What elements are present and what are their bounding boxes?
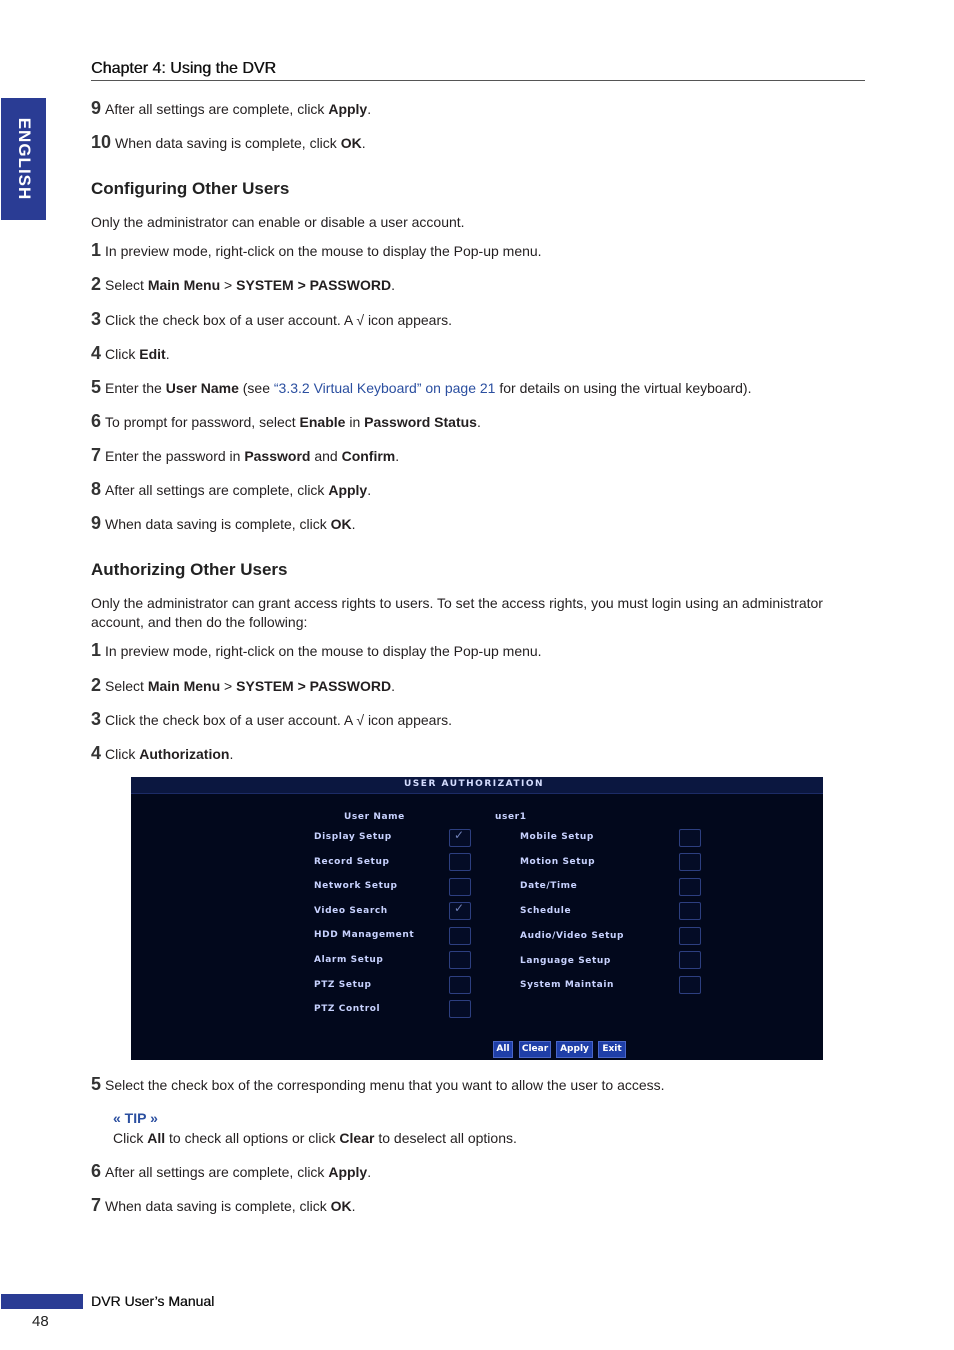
s1-step-1 <box>91 241 542 260</box>
step-9-top <box>91 99 371 118</box>
tip-bold: All <box>147 1130 166 1146</box>
step-bold: Password <box>244 448 311 464</box>
step-number: 7 <box>91 445 102 465</box>
step-text: . <box>367 1164 372 1180</box>
tip-text-part: to deselect all options. <box>374 1130 517 1146</box>
s1-step-7 <box>91 446 399 465</box>
tip-text <box>113 1130 517 1146</box>
step-text: Select the check box of the corresponding menu that you want to allow the user to access. <box>105 1077 665 1093</box>
s1-step-8 <box>91 480 371 499</box>
exit-button[interactable]: Exit <box>598 1041 626 1058</box>
step-10-top <box>91 133 366 152</box>
section2-intro: Only the administrator can grant access rights to users. To set the access rights, you must login using an administrator account, and then do the following: <box>91 595 823 630</box>
step-text: for details on using the virtual keyboard). <box>495 380 752 396</box>
s1-step-4 <box>91 344 170 363</box>
step-text: > <box>220 678 237 694</box>
step-number: 5 <box>91 377 102 397</box>
perm-label-mobile-setup: Mobile Setup <box>520 832 594 842</box>
user-authorization-screenshot <box>131 777 823 1060</box>
step-number: 1 <box>91 240 102 260</box>
step-number: 8 <box>91 479 102 499</box>
step-bold: SYSTEM > PASSWORD <box>236 678 392 694</box>
step-bold: OK <box>340 135 362 151</box>
step-bold: Main Menu <box>147 678 221 694</box>
step-number: 6 <box>91 411 102 431</box>
perm-label-display-setup: Display Setup <box>314 832 392 842</box>
tip-text-part: Click <box>113 1130 148 1146</box>
tip-bold: Clear <box>339 1130 375 1146</box>
step-number: 6 <box>91 1161 102 1181</box>
step-text: After all settings are complete, click <box>105 101 329 117</box>
perm-label-ptz-setup: PTZ Setup <box>314 980 372 990</box>
step-text: in <box>345 414 365 430</box>
step-number: 3 <box>91 309 102 329</box>
step-text: Select <box>105 678 148 694</box>
virtual-keyboard-link[interactable]: “3.3.2 Virtual Keyboard” on page 21 <box>273 380 496 396</box>
perm-label-record-setup: Record Setup <box>314 857 390 867</box>
perm-label-hdd-management: HDD Management <box>314 930 415 940</box>
step-text: When data saving is complete, click <box>115 135 341 151</box>
checkbox-language-setup[interactable] <box>679 951 701 969</box>
checkbox-alarm-setup[interactable] <box>449 951 471 969</box>
step-number: 5 <box>91 1074 102 1094</box>
tip-text-part: to check all options or click <box>165 1130 340 1146</box>
step-bold: Apply <box>328 101 368 117</box>
step-bold: Apply <box>328 1164 368 1180</box>
step-number: 4 <box>91 343 102 363</box>
checkbox-schedule[interactable] <box>679 902 701 920</box>
step-number: 9 <box>91 98 102 118</box>
s2-step-2 <box>91 676 395 695</box>
section-heading-configuring: Configuring Other Users <box>91 179 290 198</box>
checkbox-motion-setup[interactable] <box>679 853 701 871</box>
perm-label-network-setup: Network Setup <box>314 881 398 891</box>
language-tab <box>1 98 46 220</box>
checkbox-hdd-management[interactable] <box>449 927 471 945</box>
step-text: In preview mode, right-click on the mouse to display the Pop-up menu. <box>105 643 542 659</box>
s2-step-1 <box>91 641 542 660</box>
checkbox-network-setup[interactable] <box>449 878 471 896</box>
step-text: Click the check box of a user account. A √ icon appears. <box>105 712 453 728</box>
user-name-label: User Name <box>344 812 405 822</box>
step-text: . <box>351 516 356 532</box>
perm-label-alarm-setup: Alarm Setup <box>314 955 384 965</box>
step-text: (see <box>238 380 274 396</box>
perm-label-ptz-control: PTZ Control <box>314 1004 381 1014</box>
perm-label-system-maintain: System Maintain <box>520 980 615 990</box>
s1-step-3 <box>91 310 452 329</box>
check-mark-icon: ✓ <box>454 901 465 915</box>
step-text: > <box>220 277 237 293</box>
step-text: . <box>367 101 372 117</box>
step-text: . <box>476 414 481 430</box>
screen-title: USER AUTHORIZATION <box>404 779 545 789</box>
checkbox-display-setup[interactable] <box>449 829 471 847</box>
perm-label-date-time: Date/Time <box>520 881 578 891</box>
step-bold: Password Status <box>364 414 477 430</box>
chapter-header: Chapter 4: Using the DVR <box>91 60 865 81</box>
step-bold: Apply <box>328 482 368 498</box>
apply-button[interactable]: Apply <box>556 1041 593 1058</box>
footer-manual-title: DVR User’s Manual <box>91 1293 215 1309</box>
step-text: Select <box>105 277 148 293</box>
step-text: After all settings are complete, click <box>105 482 329 498</box>
perm-label-motion-setup: Motion Setup <box>520 857 596 867</box>
s1-step-5 <box>91 378 751 397</box>
clear-button[interactable]: Clear <box>519 1041 551 1058</box>
step-text: Enter the password in <box>105 448 245 464</box>
step-number: 9 <box>91 513 102 533</box>
language-tab-label: ENGLISH <box>14 117 34 201</box>
step-number: 2 <box>91 675 102 695</box>
s1-step-9 <box>91 514 356 533</box>
screen-title-bar <box>131 777 823 794</box>
step-number: 4 <box>91 743 102 763</box>
step-text: Click the check box of a user account. A √ icon appears. <box>105 312 453 328</box>
step-text: Enter the <box>105 380 166 396</box>
step-text: When data saving is complete, click <box>105 1198 331 1214</box>
step-text: . <box>391 678 395 694</box>
step-text: After all settings are complete, click <box>105 1164 329 1180</box>
step-text: . <box>165 346 170 362</box>
step-bold: SYSTEM > PASSWORD <box>236 277 392 293</box>
step-number: 3 <box>91 709 102 729</box>
checkbox-ptz-setup[interactable] <box>449 976 471 994</box>
checkbox-video-search[interactable] <box>449 902 471 920</box>
perm-label-language-setup: Language Setup <box>520 956 611 966</box>
s1-step-6 <box>91 412 481 431</box>
page-number: 48 <box>32 1313 49 1330</box>
s2-step-6 <box>91 1162 371 1181</box>
s1-step-2 <box>91 275 395 294</box>
perm-label-audio-video-setup: Audio/Video Setup <box>520 931 625 941</box>
step-text: When data saving is complete, click <box>105 516 331 532</box>
s2-step-5 <box>91 1075 665 1094</box>
step-text: . <box>351 1198 356 1214</box>
perm-label-schedule: Schedule <box>520 906 572 916</box>
checkbox-date-time[interactable] <box>679 878 701 896</box>
step-text: In preview mode, right-click on the mouse to display the Pop-up menu. <box>105 243 542 259</box>
step-text: To prompt for password, select <box>105 414 300 430</box>
checkbox-mobile-setup[interactable] <box>679 829 701 847</box>
step-bold: Edit <box>139 346 166 362</box>
step-bold: Authorization <box>139 746 230 762</box>
section-heading-authorizing: Authorizing Other Users <box>91 560 288 579</box>
step-text: . <box>229 746 234 762</box>
user-name-value[interactable]: user1 <box>495 812 527 822</box>
s2-step-4 <box>91 744 233 763</box>
step-number: 2 <box>91 274 102 294</box>
step-text: . <box>361 135 366 151</box>
step-bold: Confirm <box>341 448 396 464</box>
perm-label-video-search: Video Search <box>314 906 388 916</box>
all-button[interactable]: All <box>493 1041 513 1058</box>
section1-intro: Only the administrator can enable or disable a user account. <box>91 214 465 230</box>
step-bold: OK <box>330 516 352 532</box>
step-bold: User Name <box>165 380 239 396</box>
s2-step-7 <box>91 1196 356 1215</box>
checkbox-ptz-control[interactable] <box>449 1000 471 1018</box>
footer-bar <box>1 1294 83 1309</box>
checkbox-system-maintain[interactable] <box>679 976 701 994</box>
step-bold: Main Menu <box>147 277 221 293</box>
step-bold: OK <box>330 1198 352 1214</box>
step-text: Click <box>105 746 140 762</box>
step-number: 7 <box>91 1195 102 1215</box>
checkbox-record-setup[interactable] <box>449 853 471 871</box>
step-text: . <box>367 482 372 498</box>
step-text: and <box>310 448 342 464</box>
step-text: Click <box>105 346 140 362</box>
step-text: . <box>395 448 400 464</box>
checkbox-audio-video-setup[interactable] <box>679 927 701 945</box>
s2-step-3 <box>91 710 452 729</box>
check-mark-icon: ✓ <box>454 828 465 842</box>
tip-label: « TIP » <box>113 1110 158 1126</box>
step-text: . <box>391 277 395 293</box>
step-number: 1 <box>91 640 102 660</box>
step-number: 10 <box>91 132 112 152</box>
step-bold: Enable <box>299 414 346 430</box>
